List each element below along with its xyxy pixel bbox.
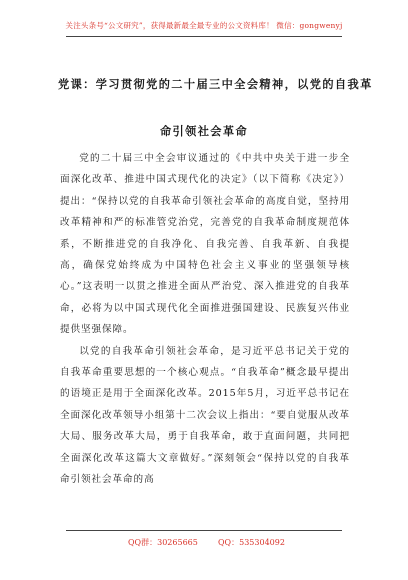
footer-divider bbox=[66, 530, 342, 531]
body-paragraph-1: 党的二十届三中全会审议通过的《中共中央关于进一步全面深化改革、推进中国式现代化的决定》（以下简称《决定》）提出：“保持以党的自我革命引领社会革命的高度自觉，坚持用改革精神和严的标准管党治党，完善党的自我革命制度规范体系，不断推进党的自我净化、自我完善、自我革新、自我提高，确保党始终成为中国特色社会主义事业的坚强领导核心。”这表明一以贯之推进全面从严治党、深入推进党的自我革命，必将为以中国式现代化全面推进强国建设、民族复兴伟业提供坚强保障。 bbox=[60, 153, 350, 336]
page-title-line-1: 党课：学习贯彻党的二十届三中全会精神，以党的自我革 bbox=[58, 77, 373, 91]
body-paragraph-2: 以党的自我革命引领社会革命，是习近平总书记关于党的自我革命重要思想的一个核心观点。“自我革命”概念最早提出的语境正是用于全面深化改革。2015年5月，习近平总书记在全面深化改革领导小组第十二次会议上指出：“要自觉服从改革大局、服务改革大局，勇于自我革命，敢于直面问题，共同把全面深化改革这篇大文章做好。”深刻领会“保持以党的自我革命引领社会革命的高 bbox=[60, 345, 350, 486]
header-divider bbox=[66, 36, 342, 37]
footer-qq-contact: QQ：535304092 bbox=[218, 538, 285, 547]
document-body bbox=[60, 140, 350, 491]
page-title-line-2: 命引领社会革命 bbox=[159, 124, 249, 138]
footer-qq-group: QQ群：30265665 bbox=[128, 538, 198, 547]
header-note: 关注头条号“公文研究”，获得最新最全最专业的公文资料库！ 微信：gongwenyj bbox=[65, 21, 343, 30]
footer bbox=[0, 537, 408, 551]
